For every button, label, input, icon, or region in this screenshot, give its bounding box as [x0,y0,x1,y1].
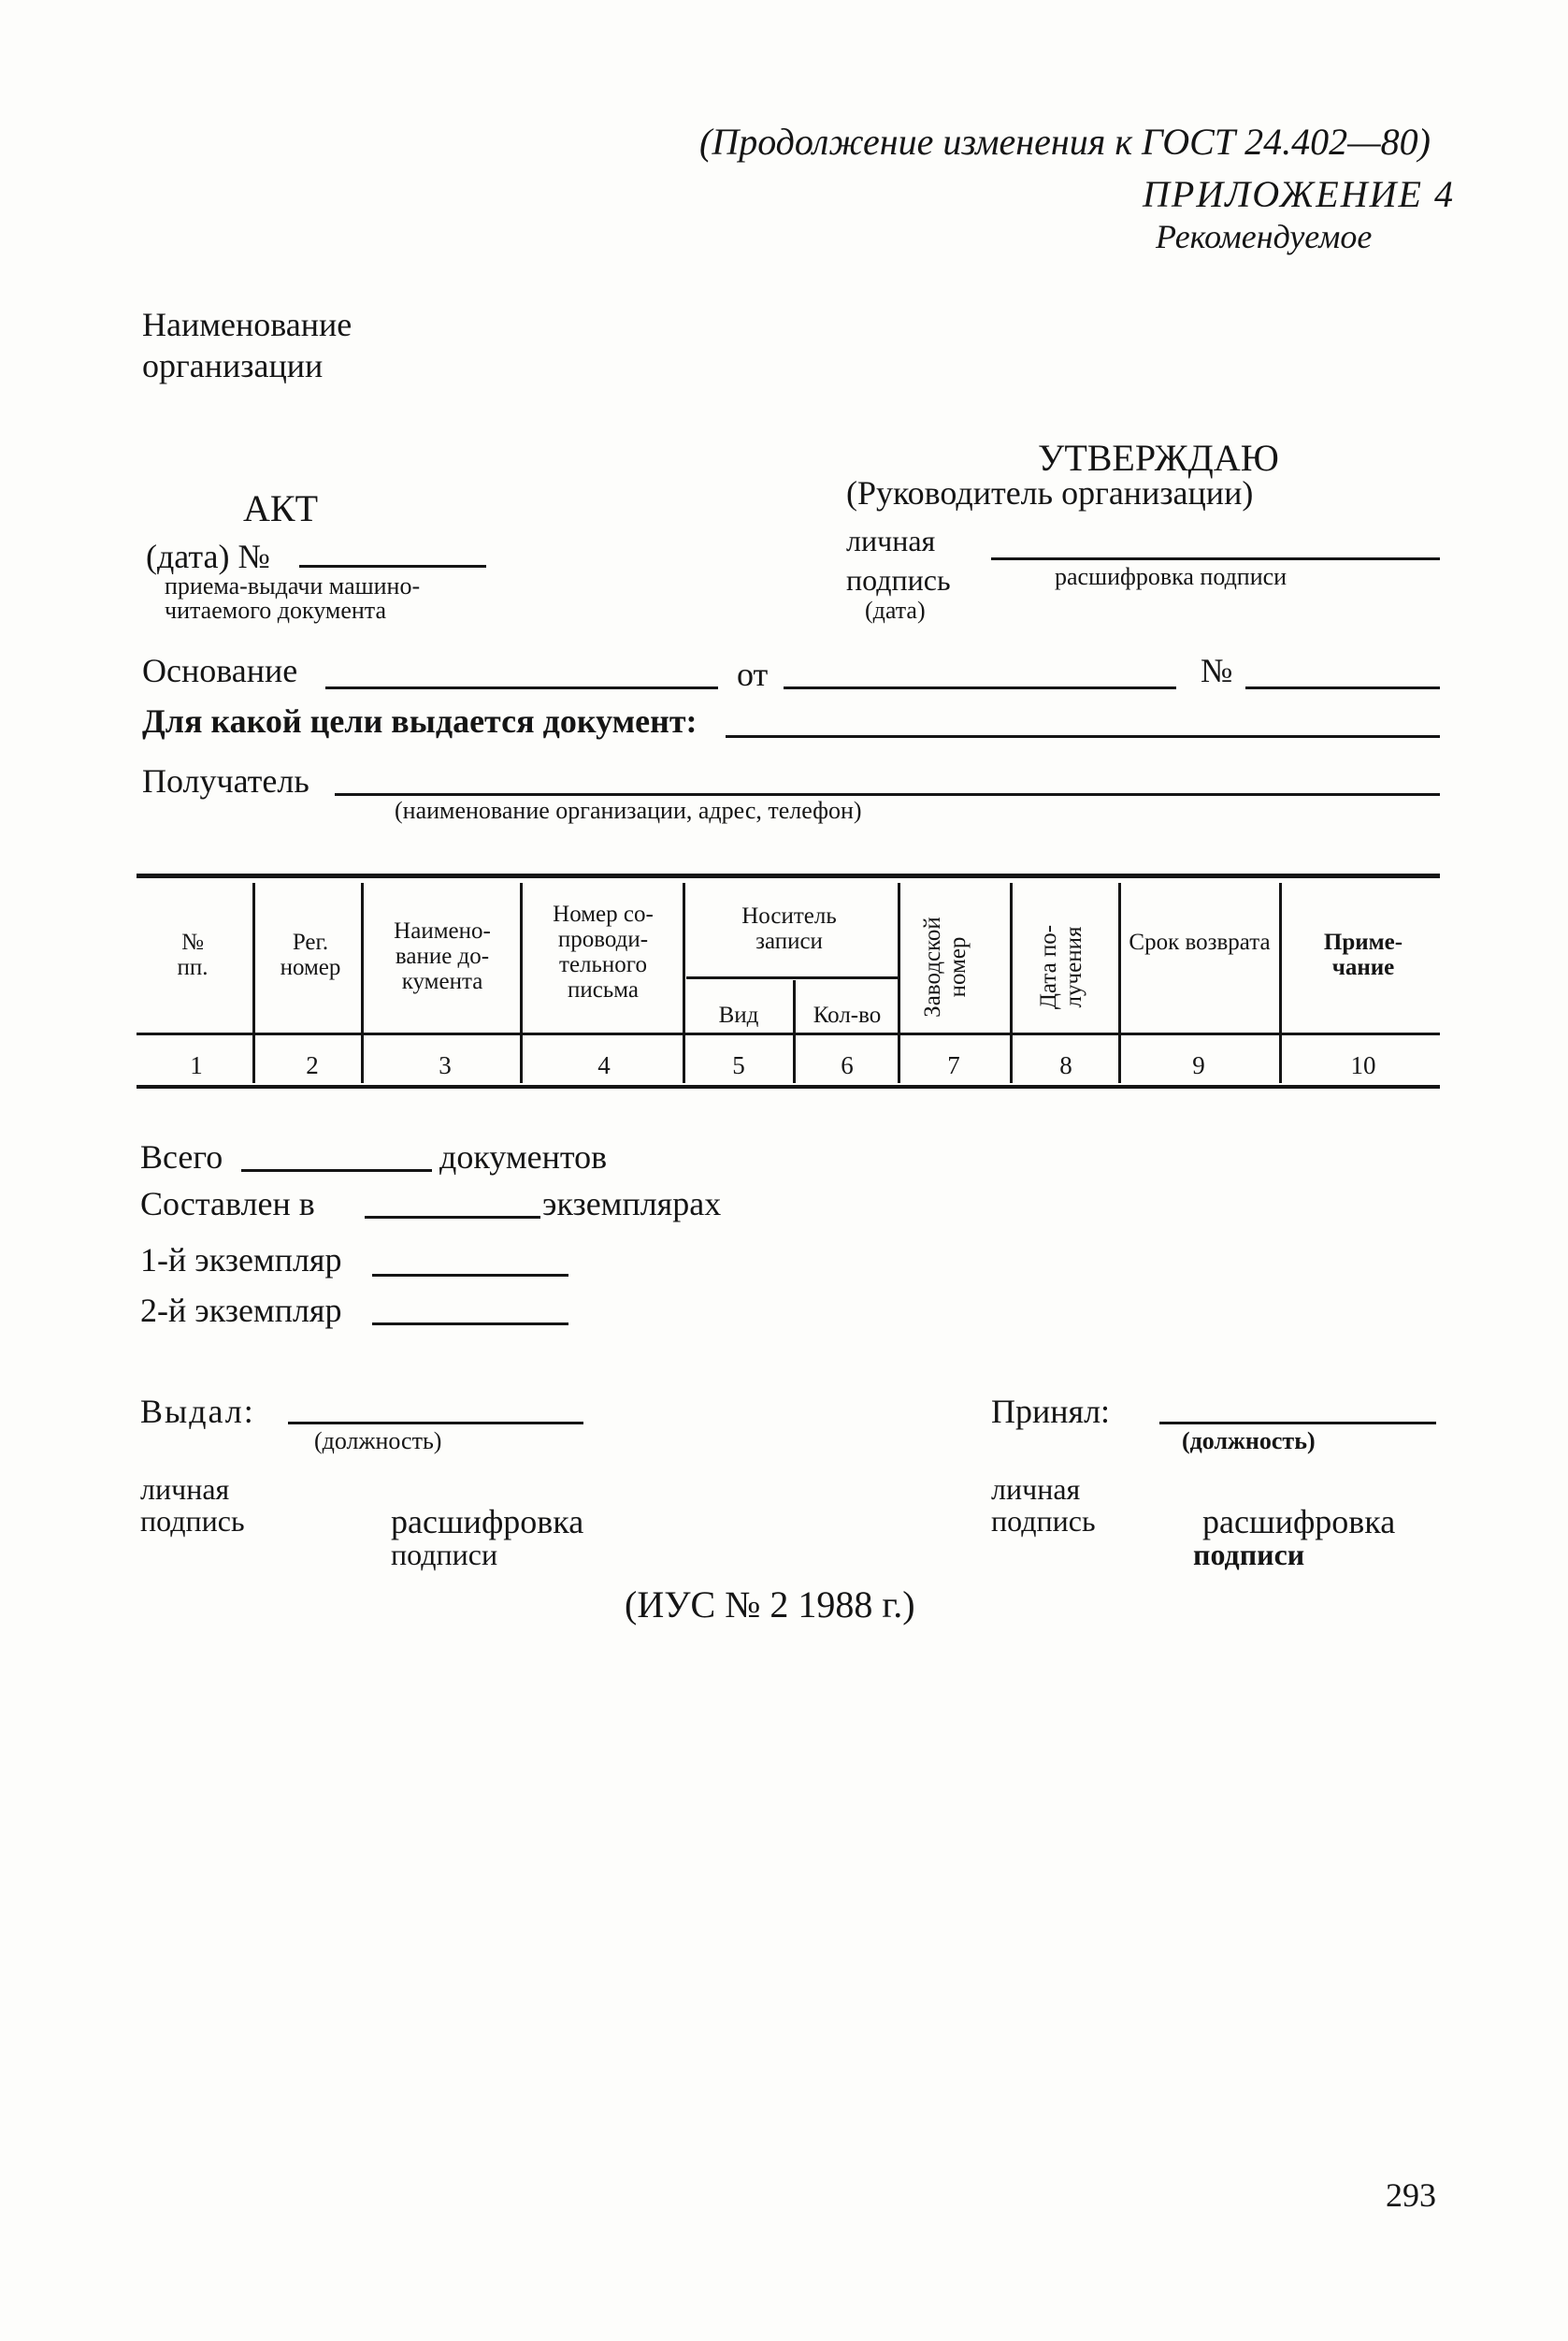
header-c5: Вид [718,1003,759,1028]
basis-label: Основание [142,652,298,689]
act-date-number: (дата) № [146,538,270,575]
header-c9: Срок возврата [1129,930,1271,955]
header-c3: Наимено-вание до-кумента [394,918,491,994]
copy2-label: 2-й экземпляр [140,1292,342,1329]
col-divider [520,883,523,1083]
issued-sign-label-2: подпись [140,1504,245,1538]
col-divider [898,883,900,1083]
col-number-4: 4 [597,1051,611,1079]
issued-decode-label-1: расшифровка [391,1503,584,1540]
appendix-title: ПРИЛОЖЕНИЕ 4 [1143,173,1455,215]
recipient-caption: (наименование организации, адрес, телефон) [395,797,862,824]
approve-decode-label: расшифровка подписи [1055,563,1287,590]
page-number: 293 [1386,2176,1436,2214]
continuation-note: (Продолжение изменения к ГОСТ 24.402—80) [699,121,1431,163]
header-c8: Дата по-лучения [1036,924,1086,1010]
table-header-rule [137,1033,1440,1035]
col-number-5: 5 [732,1051,745,1079]
act-caption-2: читаемого документа [165,597,386,624]
approve-sign-label-2: подпись [846,563,951,597]
col-divider [1010,883,1013,1083]
total-label: Всего [140,1138,223,1176]
approve-subtitle: (Руководитель организации) [846,474,1254,512]
act-title: АКТ [243,487,318,529]
act-number-line[interactable] [299,565,486,568]
recipient-label: Получатель [142,762,309,800]
issued-sign-label-1: личная [140,1472,230,1506]
composed-label: Составлен в [140,1185,315,1222]
basis-line[interactable] [325,686,718,689]
col-number-2: 2 [306,1051,319,1079]
col-number-6: 6 [841,1051,854,1079]
col-number-3: 3 [439,1051,452,1079]
purpose-line[interactable] [726,735,1440,738]
header-carrier: Носитель записи [741,903,837,954]
header-c4: Номер со-проводи-тельного письма [553,902,654,1003]
received-label: Принял: [991,1393,1111,1430]
issued-label: Выдал: [140,1393,255,1430]
col-number-10: 10 [1350,1051,1376,1079]
issued-decode-label-2: подписи [391,1538,498,1571]
header-c7: Заводской номер [920,917,971,1018]
approve-title: УТВЕРЖДАЮ [1038,437,1279,479]
received-position-caption: (должность) [1182,1427,1316,1454]
col-divider [1279,883,1282,1083]
purpose-label: Для какой цели выдается документ: [142,702,698,740]
org-name-label-1: Наименование [142,306,352,343]
composed-line[interactable] [365,1216,540,1219]
col-number-9: 9 [1192,1051,1205,1079]
copy1-line[interactable] [372,1274,568,1277]
col-number-1: 1 [190,1051,203,1079]
number-label: № [1201,652,1233,689]
header-c2: Рег. номер [280,930,341,980]
col-number-8: 8 [1059,1051,1072,1079]
total-line[interactable] [241,1169,432,1172]
approve-sign-line[interactable] [991,557,1440,560]
carrier-sub-rule [686,976,898,979]
act-caption-1: приема-выдачи машино- [165,572,421,600]
col-divider [683,883,685,1083]
received-decode-label-1: расшифровка [1202,1503,1396,1540]
issued-position-caption: (должность) [314,1427,442,1454]
received-sign-label-2: подпись [991,1504,1096,1538]
header-c10: Приме-чание [1323,930,1403,980]
col-divider [361,883,364,1083]
col-divider [793,980,796,1083]
number-line[interactable] [1245,686,1440,689]
copy1-label: 1-й экземпляр [140,1241,342,1279]
header-c6: Кол-во [813,1003,882,1028]
copy2-line[interactable] [372,1322,568,1325]
approve-sign-label-1: личная [846,524,936,557]
copies-label: экземплярах [542,1185,722,1222]
footer-reference: (ИУС № 2 1988 г.) [625,1583,915,1626]
received-sign-label-1: личная [991,1472,1081,1506]
col-divider [1118,883,1121,1083]
recommended-label: Рекомендуемое [1156,218,1373,255]
from-line[interactable] [784,686,1176,689]
org-name-label-2: организации [142,347,324,384]
header-c1: № пп. [177,930,209,980]
received-position-line[interactable] [1159,1422,1436,1424]
from-label: от [737,656,769,693]
table-top-rule [137,874,1440,878]
approve-date-label: (дата) [865,597,926,624]
documents-label: документов [439,1138,608,1176]
issued-position-line[interactable] [288,1422,583,1424]
received-decode-label-2: подписи [1193,1538,1305,1571]
col-divider [252,883,255,1083]
table-bottom-rule [137,1085,1440,1089]
recipient-line[interactable] [335,793,1440,796]
col-number-7: 7 [947,1051,960,1079]
